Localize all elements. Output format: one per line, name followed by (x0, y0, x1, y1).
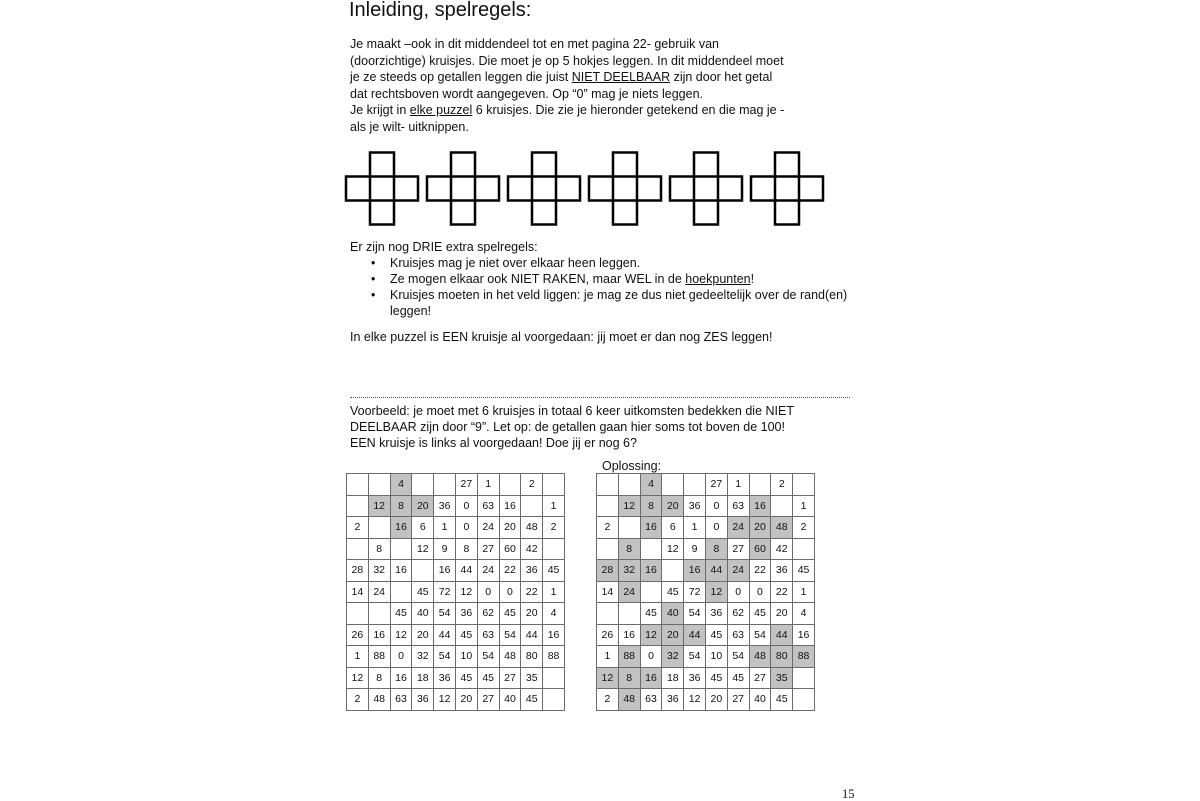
grid-cell: 80 (521, 646, 543, 668)
grid-cell: 16 (640, 667, 662, 689)
grid-cell: 32 (618, 560, 640, 582)
grid-cell: 20 (705, 689, 727, 711)
rule-item: • Kruisjes moeten in het veld liggen: je mag ze dus niet gedeeltelijk over de rand(en) leggen! (350, 287, 850, 319)
grid-cell: 24 (477, 517, 499, 539)
intro-line: je ze steeds op getallen leggen die juist NIET DEELBAAR zijn door het getal (350, 70, 773, 85)
grid-cell: 12 (640, 624, 662, 646)
grid-cell: 40 (749, 689, 771, 711)
grid-cell: 72 (684, 581, 706, 603)
grid-cell: 0 (390, 646, 412, 668)
grid-cell (368, 603, 390, 625)
grid-row (347, 581, 565, 603)
grid-cell: 20 (412, 495, 434, 517)
grid-row (597, 538, 815, 560)
grid-cell: 88 (793, 646, 815, 668)
grid-cell: 27 (455, 474, 477, 496)
grid-cell: 45 (390, 603, 412, 625)
grid-cell: 10 (705, 646, 727, 668)
grid-cell: 4 (543, 603, 565, 625)
grid-cell: 1 (434, 517, 456, 539)
grid-cell: 16 (793, 624, 815, 646)
grid-cell: 54 (434, 603, 456, 625)
example-line: DEELBAAR zijn door “9”. Let op: de getallen gaan hier soms tot boven de 100! (350, 420, 785, 435)
grid-cell: 36 (521, 560, 543, 582)
grid-cell: 36 (412, 689, 434, 711)
grid-cell (390, 581, 412, 603)
grid-cell: 0 (705, 495, 727, 517)
underlined-text: elke puzzel (409, 103, 473, 118)
rules-list (350, 255, 850, 319)
grid-cell: 20 (499, 517, 521, 539)
grid-cell: 1 (347, 646, 369, 668)
page-number: 15 (842, 787, 855, 801)
puzzle-grid-example (346, 473, 565, 711)
grid-cell (543, 474, 565, 496)
grid-cell: 16 (640, 517, 662, 539)
grid-row (347, 603, 565, 625)
grid-cell: 63 (390, 689, 412, 711)
grid-cell (749, 474, 771, 496)
grid-cell: 44 (771, 624, 793, 646)
grid-cell (684, 474, 706, 496)
grid-cell: 8 (368, 538, 390, 560)
grid-cell (771, 495, 793, 517)
grid-cell: 63 (727, 624, 749, 646)
grid-cell: 45 (793, 560, 815, 582)
grid-row (347, 560, 565, 582)
cross-shape (670, 153, 742, 225)
grid-cell: 63 (640, 689, 662, 711)
grid-cell: 0 (455, 517, 477, 539)
grid-cell (347, 603, 369, 625)
grid-cell: 8 (705, 538, 727, 560)
grid-row (347, 495, 565, 517)
grid-cell: 45 (455, 624, 477, 646)
grid-cell: 48 (499, 646, 521, 668)
grid-cell (793, 689, 815, 711)
grid-row (597, 667, 815, 689)
grid-cell: 36 (684, 667, 706, 689)
grid-cell (662, 560, 684, 582)
cross-shapes-row (344, 151, 834, 226)
intro-line: Je krijgt in elke puzzel 6 kruisjes. Die zie je hieronder getekend en die mag je - (350, 103, 785, 118)
grid-cell: 16 (390, 667, 412, 689)
grid-cell: 0 (477, 581, 499, 603)
grid-cell: 2 (521, 474, 543, 496)
example-line: Voorbeeld: je moet met 6 kruisjes in totaal 6 keer uitkomsten bedekken die NIET (350, 404, 794, 418)
grid-cell: 16 (499, 495, 521, 517)
intro-line: (doorzichtige) kruisjes. Die moet je op 5 hokjes leggen. In dit middendeel moet (350, 53, 784, 68)
grid-cell (543, 689, 565, 711)
intro-line: als je wilt- uitknippen. (350, 119, 469, 134)
grid-cell: 0 (705, 517, 727, 539)
grid-cell: 12 (705, 581, 727, 603)
grid-cell: 20 (662, 624, 684, 646)
cross-shape (751, 153, 823, 225)
grid-row (347, 624, 565, 646)
grid-cell: 48 (618, 689, 640, 711)
grid-row (597, 624, 815, 646)
grid-cell: 88 (618, 646, 640, 668)
grid-cell: 2 (347, 689, 369, 711)
grid-cell: 72 (434, 581, 456, 603)
grid-cell: 8 (618, 538, 640, 560)
page-title: Inleiding, spelregels: (349, 0, 532, 21)
grid-cell (368, 474, 390, 496)
grid-cell: 36 (705, 603, 727, 625)
underlined-text: NIET DEELBAAR (571, 70, 671, 85)
final-instruction: In elke puzzel is EEN kruisje al voorgedaan: jij moet er dan nog ZES leggen! (350, 330, 773, 344)
grid-cell: 45 (640, 603, 662, 625)
grid-cell: 54 (684, 603, 706, 625)
grid-cell (543, 538, 565, 560)
grid-cell: 45 (521, 689, 543, 711)
grid-cell: 16 (640, 560, 662, 582)
cross-shape (589, 153, 661, 225)
grid-cell: 8 (618, 667, 640, 689)
grid-cell: 24 (727, 560, 749, 582)
grid-cell: 48 (521, 517, 543, 539)
grid-cell: 14 (597, 581, 619, 603)
grid-cell: 12 (684, 689, 706, 711)
grid-cell: 24 (477, 560, 499, 582)
grid-cell (412, 474, 434, 496)
grid-cell: 20 (662, 495, 684, 517)
grid-cell: 2 (597, 689, 619, 711)
grid-cell: 8 (455, 538, 477, 560)
grid-cell: 1 (597, 646, 619, 668)
grid-cell: 35 (521, 667, 543, 689)
grid-cell: 0 (749, 581, 771, 603)
grid-cell (618, 517, 640, 539)
grid-cell: 8 (390, 495, 412, 517)
grid-cell: 48 (368, 689, 390, 711)
grid-cell (597, 474, 619, 496)
grid-cell: 54 (477, 646, 499, 668)
grid-cell: 54 (434, 646, 456, 668)
grid-cell: 12 (455, 581, 477, 603)
rules-intro: Er zijn nog DRIE extra spelregels: (350, 240, 538, 254)
grid-cell: 18 (662, 667, 684, 689)
grid-cell: 20 (749, 517, 771, 539)
grid-cell: 8 (368, 667, 390, 689)
grid-cell: 16 (390, 560, 412, 582)
grid-cell: 48 (749, 646, 771, 668)
grid-cell: 16 (749, 495, 771, 517)
grid-cell (618, 474, 640, 496)
grid-cell: 88 (368, 646, 390, 668)
grid-cell: 1 (793, 495, 815, 517)
grid-cell (347, 538, 369, 560)
grid-row (347, 517, 565, 539)
grid-cell (347, 474, 369, 496)
grid-cell: 36 (662, 689, 684, 711)
grid-cell: 20 (455, 689, 477, 711)
grid-cell: 1 (543, 495, 565, 517)
grid-cell: 24 (368, 581, 390, 603)
grid-cell: 45 (412, 581, 434, 603)
grid-row (597, 581, 815, 603)
grid-cell (597, 495, 619, 517)
grid-cell: 22 (749, 560, 771, 582)
grid-cell: 4 (390, 474, 412, 496)
grid-cell: 26 (347, 624, 369, 646)
grid-cell: 45 (543, 560, 565, 582)
grid-cell: 20 (412, 624, 434, 646)
grid-cell: 1 (793, 581, 815, 603)
grid-cell: 0 (455, 495, 477, 517)
grid-row (597, 689, 815, 711)
grid-cell: 16 (684, 560, 706, 582)
grid-row (597, 474, 815, 496)
grid-cell: 45 (727, 667, 749, 689)
grid-cell: 9 (684, 538, 706, 560)
grid-cell: 12 (597, 667, 619, 689)
grid-cell: 2 (543, 517, 565, 539)
rule-item: • Kruisjes mag je niet over elkaar heen leggen. (350, 255, 850, 271)
grid-cell: 2 (347, 517, 369, 539)
grid-cell: 36 (455, 603, 477, 625)
grid-cell: 12 (662, 538, 684, 560)
grid-cell: 80 (771, 646, 793, 668)
grid-cell: 62 (727, 603, 749, 625)
underlined-text: hoekpunten (685, 272, 751, 286)
grid-cell: 27 (477, 689, 499, 711)
grid-cell: 12 (390, 624, 412, 646)
grid-cell: 28 (597, 560, 619, 582)
grid-cell: 63 (477, 624, 499, 646)
grid-cell: 26 (597, 624, 619, 646)
grid-cell: 27 (477, 538, 499, 560)
grid-cell: 10 (455, 646, 477, 668)
grid-cell (368, 517, 390, 539)
grid-cell: 36 (771, 560, 793, 582)
grid-cell: 45 (705, 624, 727, 646)
grid-cell: 1 (727, 474, 749, 496)
grid-cell: 16 (618, 624, 640, 646)
grid-cell: 16 (434, 560, 456, 582)
grid-cell: 8 (640, 495, 662, 517)
grid-cell: 36 (434, 667, 456, 689)
cross-shape (508, 153, 580, 225)
grid-cell: 45 (749, 603, 771, 625)
grid-cell: 40 (412, 603, 434, 625)
dotted-separator (350, 397, 850, 398)
grid-cell (640, 538, 662, 560)
grid-cell: 12 (368, 495, 390, 517)
grid-cell: 28 (347, 560, 369, 582)
grid-cell: 63 (477, 495, 499, 517)
grid-cell (640, 581, 662, 603)
intro-paragraph (350, 36, 870, 136)
grid-cell: 22 (499, 560, 521, 582)
grid-row (597, 646, 815, 668)
grid-cell: 22 (771, 581, 793, 603)
grid-row (347, 667, 565, 689)
grid-cell (543, 667, 565, 689)
grid-row (347, 538, 565, 560)
grid-row (597, 517, 815, 539)
grid-cell (618, 603, 640, 625)
grid-cell: 12 (412, 538, 434, 560)
grid-cell: 42 (521, 538, 543, 560)
grid-row (597, 560, 815, 582)
grid-cell: 45 (771, 689, 793, 711)
example-paragraph (350, 403, 850, 452)
grid-cell: 27 (705, 474, 727, 496)
grid-cell: 2 (597, 517, 619, 539)
grid-cell (521, 495, 543, 517)
grid-cell (347, 495, 369, 517)
grid-cell: 12 (434, 689, 456, 711)
grid-cell (793, 474, 815, 496)
intro-line: dat rechtsboven wordt aangegeven. Op “0” mag je niets leggen. (350, 86, 703, 101)
grid-cell: 42 (771, 538, 793, 560)
grid-cell: 44 (434, 624, 456, 646)
grid-cell (412, 560, 434, 582)
grid-cell: 54 (499, 624, 521, 646)
grid-cell: 54 (749, 624, 771, 646)
grid-row (597, 495, 815, 517)
grid-cell: 88 (543, 646, 565, 668)
grid-cell: 36 (684, 495, 706, 517)
grid-cell (390, 538, 412, 560)
grid-cell (597, 538, 619, 560)
grid-cell: 18 (412, 667, 434, 689)
grid-cell: 6 (662, 517, 684, 539)
grid-cell: 44 (455, 560, 477, 582)
grid-cell: 44 (705, 560, 727, 582)
grid-cell: 45 (499, 603, 521, 625)
cross-shape (346, 153, 418, 225)
grid-cell: 45 (662, 581, 684, 603)
grid-cell: 32 (412, 646, 434, 668)
grid-cell: 60 (749, 538, 771, 560)
example-line: EEN kruisje is links al voorgedaan! Doe jij er nog 6? (350, 436, 637, 451)
grid-cell: 20 (521, 603, 543, 625)
solution-label: Oplossing: (602, 459, 662, 473)
grid-cell: 60 (499, 538, 521, 560)
grid-cell: 36 (434, 495, 456, 517)
grid-cell: 1 (684, 517, 706, 539)
grid-row (597, 603, 815, 625)
grid-cell: 4 (640, 474, 662, 496)
grid-cell: 45 (705, 667, 727, 689)
grid-row (347, 474, 565, 496)
grid-cell: 4 (793, 603, 815, 625)
grid-cell: 16 (368, 624, 390, 646)
grid-cell: 40 (662, 603, 684, 625)
grid-cell: 27 (727, 538, 749, 560)
grid-cell: 16 (543, 624, 565, 646)
grid-row (347, 689, 565, 711)
grid-cell: 45 (455, 667, 477, 689)
grid-cell: 20 (771, 603, 793, 625)
grid-cell: 12 (347, 667, 369, 689)
grid-cell (662, 474, 684, 496)
grid-cell: 27 (749, 667, 771, 689)
grid-cell: 27 (499, 667, 521, 689)
grid-cell: 24 (727, 517, 749, 539)
puzzle-grid-solution (596, 473, 815, 711)
grid-cell (597, 603, 619, 625)
grid-cell: 27 (727, 689, 749, 711)
grid-cell: 1 (477, 474, 499, 496)
grid-cell: 44 (684, 624, 706, 646)
grid-cell (434, 474, 456, 496)
grid-cell: 0 (499, 581, 521, 603)
grid-cell: 16 (390, 517, 412, 539)
grid-cell: 32 (662, 646, 684, 668)
grid-cell: 24 (618, 581, 640, 603)
grid-cell: 32 (368, 560, 390, 582)
grid-cell: 22 (521, 581, 543, 603)
grid-cell: 45 (477, 667, 499, 689)
grid-cell: 48 (771, 517, 793, 539)
grid-cell: 35 (771, 667, 793, 689)
cross-shapes-figure (344, 151, 834, 226)
rule-item: • Ze mogen elkaar ook NIET RAKEN, maar WEL in de hoekpunten! (350, 271, 850, 287)
grid-cell: 1 (543, 581, 565, 603)
grid-cell (793, 667, 815, 689)
grid-cell: 2 (793, 517, 815, 539)
grid-cell: 12 (618, 495, 640, 517)
cross-shape (427, 153, 499, 225)
intro-line: Je maakt –ook in dit middendeel tot en met pagina 22- gebruik van (350, 37, 719, 51)
grid-cell: 6 (412, 517, 434, 539)
grid-cell (793, 538, 815, 560)
grid-cell: 14 (347, 581, 369, 603)
grid-cell (499, 474, 521, 496)
grid-cell: 54 (727, 646, 749, 668)
grid-cell: 40 (499, 689, 521, 711)
grid-cell: 63 (727, 495, 749, 517)
grid-cell: 0 (727, 581, 749, 603)
grid-cell: 9 (434, 538, 456, 560)
grid-row (347, 646, 565, 668)
grid-cell: 44 (521, 624, 543, 646)
grid-cell: 0 (640, 646, 662, 668)
grid-cell: 54 (684, 646, 706, 668)
grid-cell: 2 (771, 474, 793, 496)
grid-cell: 62 (477, 603, 499, 625)
